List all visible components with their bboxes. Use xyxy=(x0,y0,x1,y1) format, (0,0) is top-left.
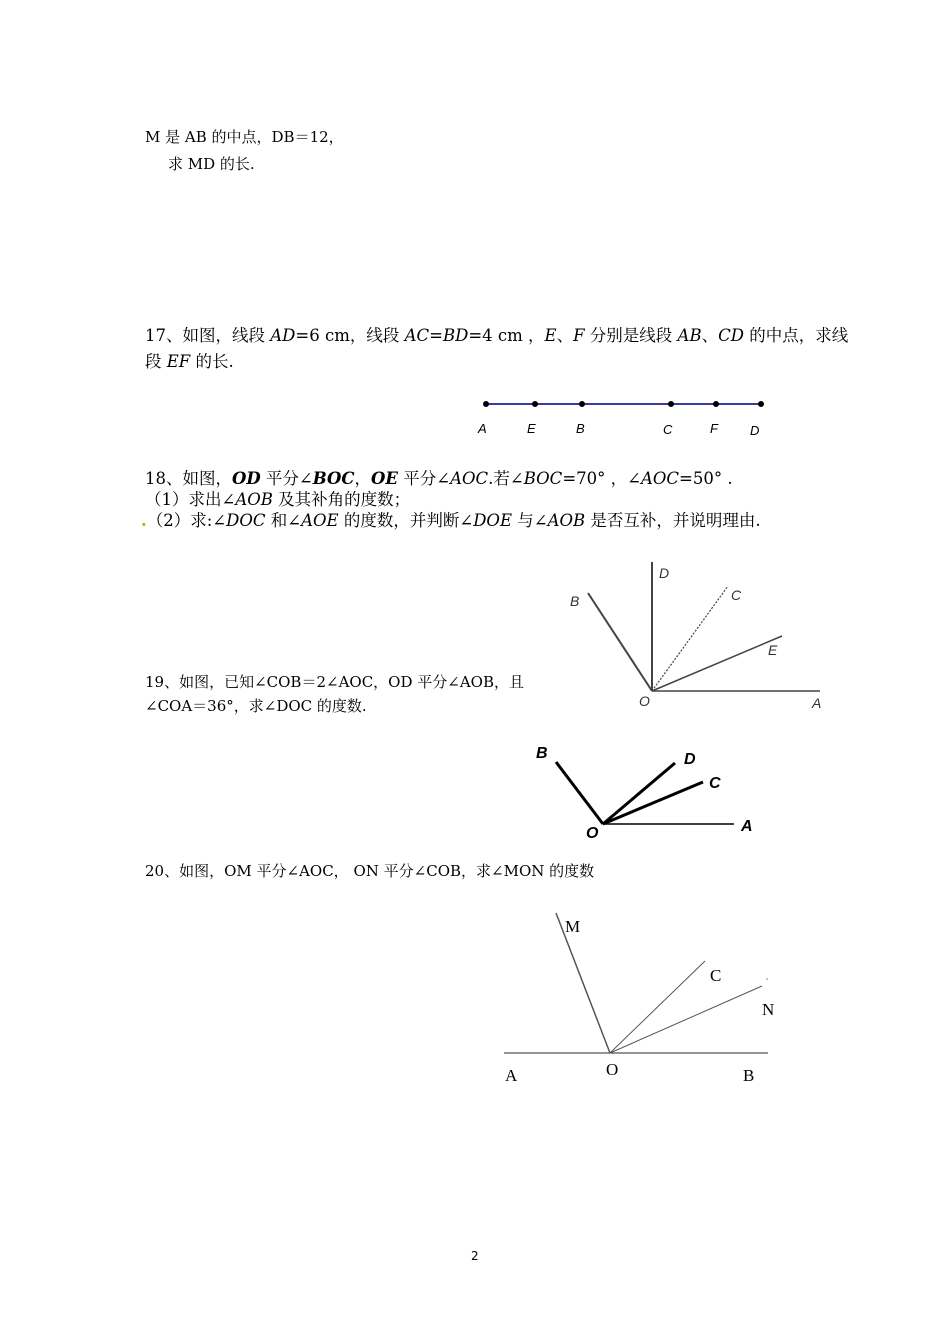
ray-od xyxy=(603,763,675,824)
label-o: O xyxy=(586,825,599,842)
figure-angle-q18 xyxy=(570,562,821,711)
label-e: E xyxy=(768,642,778,658)
q18-line3: .（2）求:∠DOC 和∠AOE 的度数，并判断∠DOE 与∠AOB 是否互补，并说明理由. xyxy=(141,511,761,530)
ray-on xyxy=(610,986,762,1053)
label-c: C xyxy=(710,966,722,985)
point-a xyxy=(483,401,489,407)
point-e xyxy=(532,401,538,407)
q17-line2: 段 EF 的长. xyxy=(145,352,234,371)
label-o: O xyxy=(639,693,650,709)
figure-angle-q20 xyxy=(504,913,774,1085)
label-a: A xyxy=(505,1066,518,1085)
label-c: C xyxy=(663,422,673,437)
point-f xyxy=(713,401,719,407)
label-b: B xyxy=(743,1066,755,1085)
label-d: D xyxy=(684,751,696,768)
label-b: B xyxy=(536,745,548,762)
label-a: A xyxy=(741,818,753,835)
figure-angle-q19 xyxy=(536,745,753,842)
label-o: O xyxy=(606,1060,619,1079)
q18-line2: （1）求出∠AOB 及其补角的度数； xyxy=(145,490,411,509)
q18-line1: 18、如图，OD 平分∠BOC，OE 平分∠AOC.若∠BOC=70° ，∠AOC=50° . xyxy=(145,469,733,488)
point-d xyxy=(758,401,764,407)
label-b: B xyxy=(570,593,580,609)
point-b xyxy=(579,401,585,407)
label-c: C xyxy=(731,587,742,603)
label-f: F xyxy=(710,421,718,436)
small-dot xyxy=(766,978,768,980)
ray-oc xyxy=(610,961,705,1053)
label-m: M xyxy=(565,917,581,936)
q16-line1: M 是 AB 的中点，DB＝12， xyxy=(145,128,344,146)
ray-ob xyxy=(588,593,652,691)
q17-line1: 17、如图，线段 AD=6 cm，线段 AC=BD=4 cm ，E、F 分别是线段 AB、CD 的中点，求线 xyxy=(145,326,849,345)
q19-line1: 19、如图，已知∠COB＝2∠AOC，OD 平分∠AOB，且 xyxy=(145,673,524,691)
label-a: A xyxy=(478,421,487,436)
label-c: C xyxy=(709,775,721,792)
label-d: D xyxy=(750,423,760,438)
label-b: B xyxy=(576,421,585,436)
label-d: D xyxy=(659,565,670,581)
q19-line2: ∠COA＝36°，求∠DOC 的度数. xyxy=(145,697,367,715)
label-n: N xyxy=(762,1000,775,1019)
q16-line2: 求 MD 的长. xyxy=(168,155,255,173)
ray-oe xyxy=(652,636,782,691)
label-e: E xyxy=(527,421,536,436)
q20-line1: 20、如图，OM 平分∠AOC， ON 平分∠COB，求∠MON 的度数 xyxy=(145,862,595,880)
figure-segment-aefbcd xyxy=(477,401,764,438)
ray-ob xyxy=(556,762,603,824)
page-number: 2 xyxy=(471,1249,479,1263)
yellow-dot-mark: . xyxy=(141,511,147,530)
ray-oc xyxy=(603,782,703,824)
point-c xyxy=(668,401,674,407)
label-a: A xyxy=(812,695,822,711)
